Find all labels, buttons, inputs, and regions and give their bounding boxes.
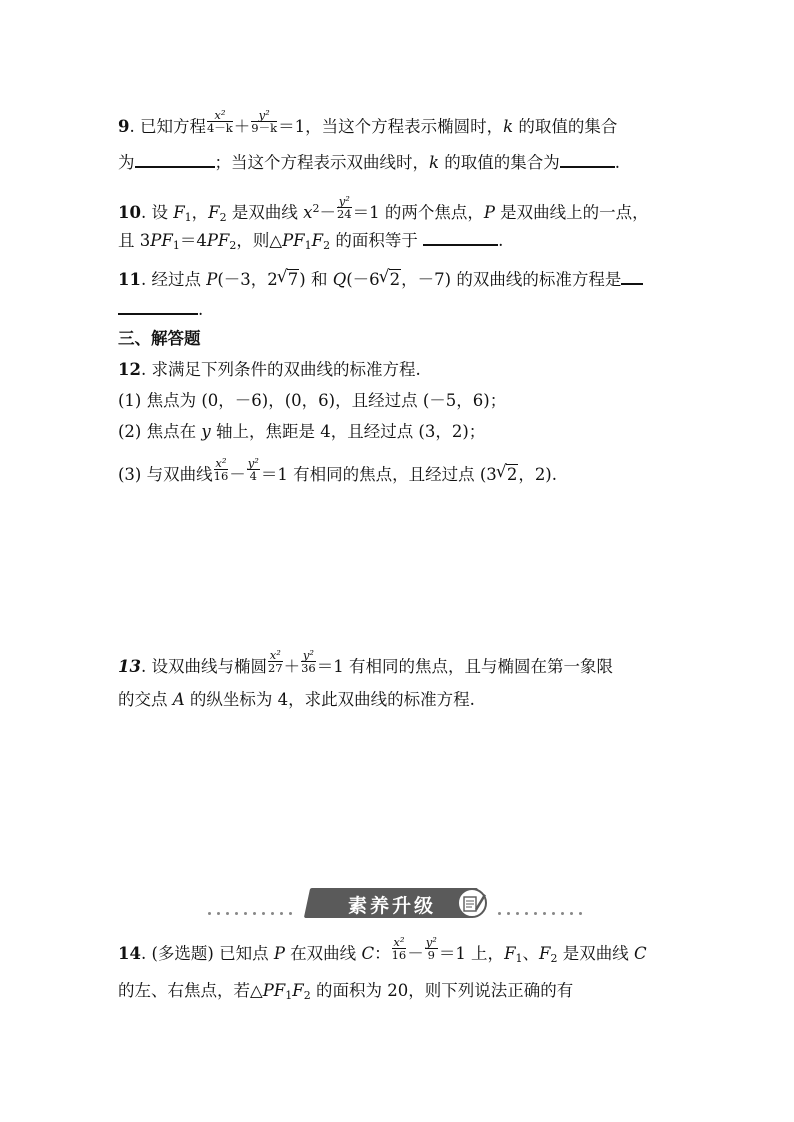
subscript: 1	[172, 239, 180, 252]
q9-number: 9	[118, 117, 130, 136]
q13-line2	[118, 688, 475, 712]
q14-fraction-1: $\frac{\text{x²}}{16}$	[391, 935, 407, 962]
var-P: P	[273, 944, 285, 963]
subscript: 1	[515, 952, 523, 965]
subscript: 2	[229, 239, 237, 252]
answer-blank[interactable]	[621, 269, 643, 285]
q11-text: ) 和	[299, 270, 333, 289]
q13-number: 13	[118, 657, 141, 676]
q9-text: 的取值的集合为	[439, 153, 560, 172]
var-F: F	[173, 203, 185, 222]
answer-blank[interactable]	[118, 299, 198, 315]
subscript: 2	[323, 239, 331, 252]
q13-text: 的纵坐标为 4，求此双曲线的标准方程.	[184, 690, 475, 709]
q9-text: ＝1，当这个方程表示椭圆时，	[278, 117, 504, 136]
q14-text: . (多选题) 已知点	[140, 944, 274, 963]
q9-fraction-1: $\frac{\text{x²}}{4-k}$	[206, 108, 233, 135]
subscript: 1	[304, 239, 312, 252]
q11-text: . 经过点	[140, 270, 207, 289]
q14-text: 、	[522, 944, 540, 963]
minus-sign: －	[229, 465, 246, 484]
var-F: F	[539, 944, 551, 963]
q12-part2	[118, 420, 485, 444]
q9-text: ；当这个方程表示双曲线时，	[214, 153, 429, 172]
var-PF: PF	[282, 231, 305, 250]
sqrt-symbol: √ 2	[497, 463, 519, 487]
q13-text: . 设双曲线与椭圆	[140, 657, 267, 676]
q12-fraction-2: $\frac{\text{y²}}{4}$	[247, 456, 259, 483]
q14-text: 的面积为 20，则下列说法正确的有	[310, 981, 574, 1000]
q12-text: 轴上，焦距是 4，且经过点 (3，2)；	[210, 422, 486, 441]
q10-text: 的面积等于	[330, 231, 424, 250]
q12-part3	[118, 456, 557, 488]
dotted-line-right	[495, 900, 595, 906]
q12-text: (2) 焦点在	[118, 422, 202, 441]
var-Q: Q	[332, 270, 347, 289]
q14-text: ＝1 上，	[438, 944, 505, 963]
section-banner	[205, 888, 587, 918]
q10-line1	[118, 194, 649, 230]
q9-text: 为	[118, 153, 135, 172]
q14-number: 14	[118, 944, 141, 963]
q14-text: ：	[374, 944, 391, 963]
var-x: x	[303, 203, 313, 222]
q12-text: (3) 与双曲线	[118, 465, 213, 484]
q10-text: . 设	[140, 203, 174, 222]
var-PF: PF	[150, 231, 173, 250]
q9-text: 的取值的集合	[513, 117, 618, 136]
q14-line1	[118, 935, 647, 971]
comma: ，	[191, 203, 209, 222]
q9-fraction-2: $\frac{\text{y²}}{9-k}$	[251, 108, 278, 135]
plus-sign: ＋	[283, 657, 301, 676]
period: .	[198, 300, 204, 319]
q13-fraction-2: $\frac{\text{y²}}{36}$	[301, 648, 316, 675]
q10-text: 且 3	[118, 231, 151, 250]
sqrt-symbol: √ 2	[380, 268, 402, 292]
plus-sign: ＋	[233, 117, 251, 136]
q9-text: . 已知方程	[129, 117, 206, 136]
banner-label: 素养升级	[347, 895, 436, 917]
minus-sign: －	[407, 944, 424, 963]
var-PF: PF	[262, 981, 286, 1000]
var-F: F	[504, 944, 516, 963]
section-heading: 三、解答题	[118, 329, 201, 348]
q9-line1	[118, 108, 618, 140]
q11-text: ，－7) 的双曲线的标准方程是	[401, 270, 622, 289]
q11-line2	[118, 298, 203, 322]
q11-line1	[118, 268, 643, 292]
q13-fraction-1: $\frac{\text{x²}}{27}$	[267, 648, 283, 675]
var-C: C	[361, 944, 375, 963]
q14-text: 的左、右焦点，若△	[118, 981, 263, 1000]
subscript: 2	[303, 989, 311, 1002]
q12-text: ＝1 有相同的焦点，且经过点 (3	[260, 465, 497, 484]
q10-text: ＝1 的两个焦点，	[352, 203, 484, 222]
var-k: k	[503, 117, 514, 136]
period: .	[614, 153, 620, 172]
subscript: 1	[285, 989, 293, 1002]
q14-text: 在双曲线	[284, 944, 362, 963]
q13-text: ＝1 有相同的焦点，且与椭圆在第一象限	[316, 657, 613, 676]
var-C: C	[633, 944, 647, 963]
q13-line1	[118, 648, 613, 680]
var-F: F	[292, 981, 304, 1000]
q10-text: ＝4	[179, 231, 207, 250]
q10-text: 是双曲线上的一点，	[494, 203, 649, 222]
q12-number: 12	[118, 360, 141, 379]
q10-number: 10	[118, 203, 141, 222]
q10-line2	[118, 229, 503, 258]
q12-line1	[118, 358, 421, 382]
var-F: F	[208, 203, 220, 222]
q13-text: 的交点	[118, 690, 173, 709]
answer-blank[interactable]	[560, 152, 615, 168]
pencil-paper-icon	[455, 887, 489, 919]
period: .	[498, 231, 504, 250]
q14-text: 是双曲线	[557, 944, 634, 963]
q10-text: ，则△	[236, 231, 283, 250]
q11-number: 11	[118, 270, 141, 289]
var-PF: PF	[206, 231, 230, 250]
answer-blank[interactable]	[423, 230, 498, 246]
subscript: 1	[184, 211, 192, 224]
sqrt-symbol: √ 7	[278, 268, 300, 292]
q14-line2	[118, 979, 573, 1008]
q11-text: (－6	[346, 270, 380, 289]
var-A: A	[172, 690, 185, 709]
minus-sign: －	[319, 203, 336, 222]
q12-part1: (1) 焦点为 (0，－6)，(0，6)，且经过点 (－5，6)；	[118, 391, 507, 410]
q12-fraction-1: $\frac{\text{x²}}{16}$	[213, 456, 229, 483]
q12-text: . 求满足下列条件的双曲线的标准方程.	[140, 360, 421, 379]
subscript: 2	[219, 211, 227, 224]
q10-fraction: $\frac{\text{y²}}{24}$	[336, 194, 352, 221]
var-P: P	[483, 203, 495, 222]
var-P: P	[206, 270, 218, 289]
q10-text: 是双曲线	[226, 203, 304, 222]
q12-text: ，2).	[518, 465, 557, 484]
subscript: 2	[550, 952, 558, 965]
var-y: y	[201, 422, 211, 441]
q14-fraction-2: $\frac{\text{y²}}{9}$	[425, 935, 437, 962]
var-F: F	[311, 231, 324, 250]
superscript: 2	[312, 202, 320, 215]
var-k: k	[429, 153, 439, 172]
q11-text: (－3，2	[217, 270, 278, 289]
q9-line2	[118, 151, 620, 175]
answer-blank[interactable]	[135, 152, 215, 168]
dotted-line-left	[205, 900, 305, 906]
